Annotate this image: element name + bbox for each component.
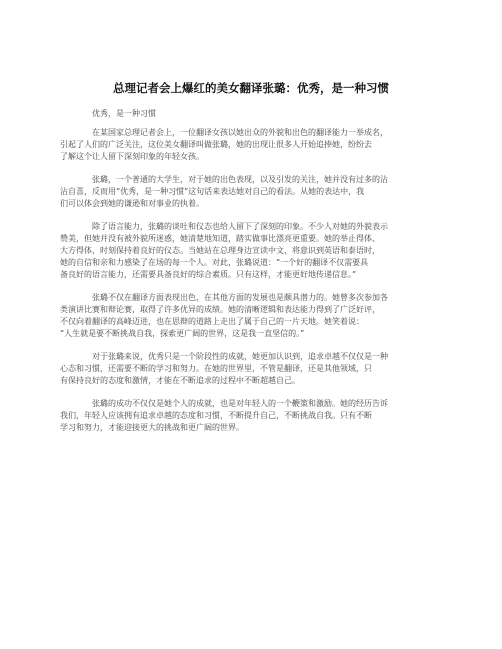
paragraph-line: 沾自喜，反而用“优秀，是一种习惯”这句话来表达她对自己的看法。从她的表达中，我 <box>60 187 365 196</box>
paragraph-line: 我们，年轻人应该拥有追求卓越的态度和习惯，不断提升自己，不断挑战自我。只有不断 <box>60 411 372 420</box>
paragraph-line: 张璐的成功不仅仅是她个人的成就，也是对年轻人的一个鞭策和激励。她的经历告诉 <box>92 399 388 408</box>
paragraph-line: 除了语言能力，张璐的谈吐和仪态也给人留下了深刻的印象。不少人对她的外貌表示 <box>92 222 388 231</box>
paragraph-line: 她的自信和亲和力感染了在场的每一个人。对此，张璐说道：“一个好的翻译不仅需要具 <box>60 258 369 267</box>
paragraph-line: 学习和努力，才能迎接更大的挑战和更广阔的世界。 <box>60 423 244 432</box>
paragraph-line: 对于张璐来说，优秀只是一个阶段性的成就，她更加认识到，追求卓越不仅仅是一种 <box>92 352 388 361</box>
document-body <box>60 127 442 445</box>
paragraph-line: 类演讲比赛和辩论赛，取得了许多优异的成绩。她的清晰逻辑和表达能力得到了广泛好评， <box>60 305 380 314</box>
paragraph-line: 们可以体会到她的谦逊和对事业的执着。 <box>60 199 204 208</box>
paragraph-line: 在某国家总理记者会上，一位翻译女孩以她出众的外貌和出色的翻译能力一举成名， <box>92 128 388 137</box>
paragraph <box>60 351 442 387</box>
document-subtitle: 优秀，是一种习惯 <box>92 109 156 118</box>
paragraph <box>60 292 442 340</box>
paragraph <box>60 174 442 210</box>
paragraph-line: 有保持良好的态度和激情，才能在不断追求的过程中不断超越自己。 <box>60 376 300 385</box>
paragraph <box>60 221 442 281</box>
paragraph-line: 备良好的语言能力，还需要具备良好的综合素质。只有这样，才能更好地传递信息。” <box>60 270 357 279</box>
paragraph-line: 赞美，但她并没有被外貌所迷惑，她清楚地知道，踏实做事比漂亮更重要。她的举止得体、 <box>60 234 380 243</box>
paragraph-line: 大方得体，时刻保持着良好的仪态。当她站在总理身边宣读中文，将意识到英语和泰语时， <box>60 246 380 255</box>
paragraph-line: “人生就是要不断挑战自我，探索更广阔的世界，这是我一直坚信的。” <box>60 329 305 338</box>
paragraph-line: 了解这个让人留下深刻印象的年轻女孩。 <box>60 152 204 161</box>
document-title: 总理记者会上爆红的美女翻译张璐：优秀，是一种习惯 <box>113 81 389 95</box>
paragraph-line: 张璐，一个普通的大学生，对于她的出色表现，以及引发的关注，她并没有过多的沾 <box>92 175 388 184</box>
paragraph-line: 张璐不仅在翻译方面表现出色，在其他方面的发展也是颇具潜力的。她曾多次参加各 <box>92 293 388 302</box>
paragraph-line: 不仅向着翻译的高峰迈进，也在思辩的道路上走出了属于自己的一片天地。她笑着说： <box>60 317 364 326</box>
paragraph-line: 心态和习惯，还需要不断的学习和努力。在她的世界里，不管是翻译，还是其他领域，只 <box>60 364 372 373</box>
paragraph-line: 引起了人们的广泛关注，这位美女翻译叫做张璐，她的出现让很多人开始追捧她，纷纷去 <box>60 140 372 149</box>
paragraph <box>60 127 442 163</box>
paragraph <box>60 398 442 434</box>
